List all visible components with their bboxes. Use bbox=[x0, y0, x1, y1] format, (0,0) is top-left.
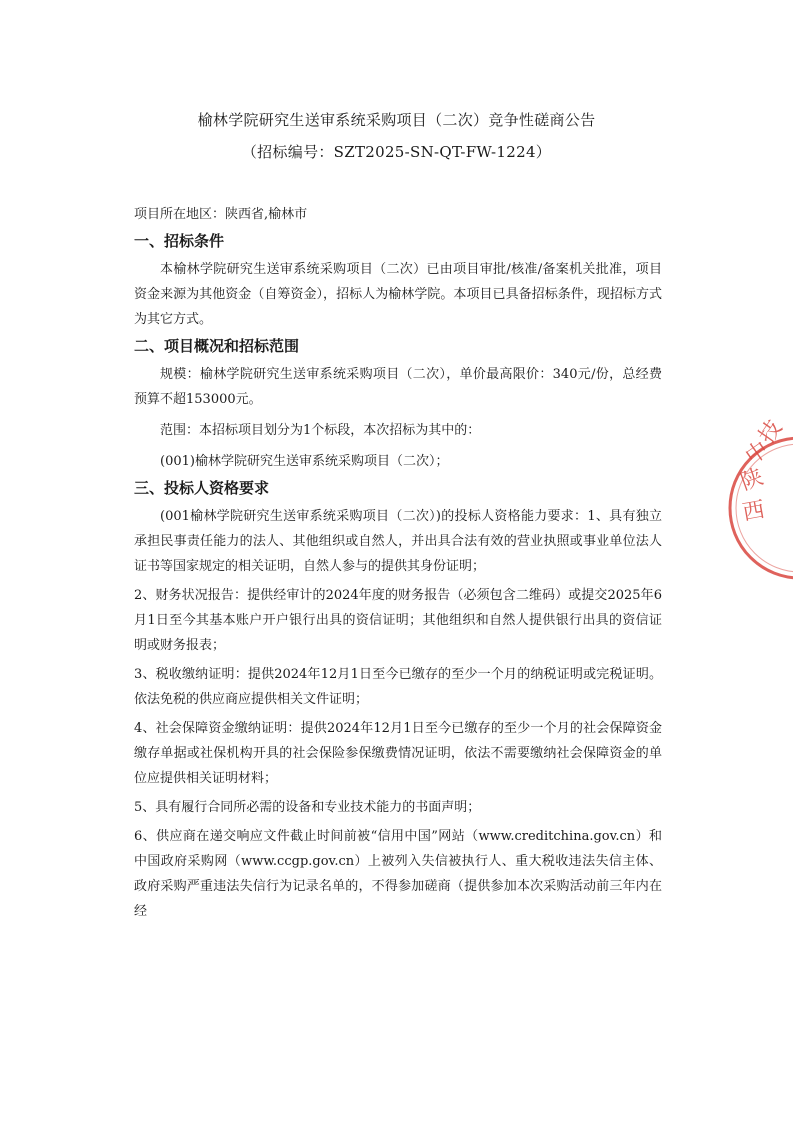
section1-body: 本榆林学院研究生送审系统采购项目（二次）已由项目审批/核准/备案机关批准，项目资金来源为其他资金（自筹资金），招标人为榆林学院。本项目已具备招标条件，现招标方式为其它方式。 bbox=[134, 262, 662, 327]
qualification-2: 2、财务状况报告：提供经审计的2024年度的财务报告（必须包含二维码）或提交2025年6月1日至今其基本账户开户银行出具的资信证明；其他组织和自然人提供银行出具的资信证明或财务报表； bbox=[134, 588, 662, 653]
document-subtitle: （招标编号：SZT2025-SN-QT-FW-1224） bbox=[241, 143, 552, 161]
qualification-5: 5、具有履行合同所必需的设备和专业技术能力的书面声明； bbox=[134, 800, 481, 815]
section-heading-3: 三、投标人资格要求 bbox=[134, 479, 270, 497]
stamp-text-3: 中 bbox=[741, 436, 774, 470]
document-body bbox=[134, 202, 662, 924]
section2-scale: 规模：榆林学院研究生送审系统采购项目（二次），单价最高限价：340元/份，总经费预算不超153000元。 bbox=[134, 367, 662, 407]
section-heading-2: 二、项目概况和招标范围 bbox=[134, 337, 300, 355]
stamp-text-2: 西 bbox=[740, 497, 767, 526]
qualification-3: 3、税收缴纳证明：提供2024年12月1日至今已缴存的至少一个月的纳税证明或完税证明。依法免税的供应商应提供相关文件证明； bbox=[134, 667, 662, 707]
stamp-text-1: 陕 bbox=[737, 464, 767, 496]
section2-lot: (001)榆林学院研究生送审系统采购项目（二次）； bbox=[160, 454, 449, 469]
title-block bbox=[0, 106, 793, 166]
qualification-6: 6、供应商在递交响应文件截止时间前被“信用中国”网站（www.creditchina.gov.cn）和中国政府采购网（www.ccgp.gov.cn）上被列入失信被执行人、重大税收违法失信主体、政府采购严重违法失信行为记录名单的，不得参加磋商（提供参加本次采购活动前三年内在经 bbox=[134, 829, 662, 919]
document-title: 榆林学院研究生送审系统采购项目（二次）竞争性磋商公告 bbox=[197, 111, 596, 129]
section2-scope: 范围：本招标项目划分为1个标段，本次招标为其中的： bbox=[160, 423, 481, 438]
company-seal-stamp bbox=[722, 416, 793, 600]
project-location: 项目所在地区：陕西省,榆林市 bbox=[134, 207, 308, 222]
qualification-4: 4、社会保障资金缴纳证明：提供2024年12月1日至今已缴存的至少一个月的社会保障资金缴存单据或社保机构开具的社会保险参保缴费情况证明，依法不需要缴纳社会保障资金的单位应提供相关证明材料； bbox=[134, 721, 662, 786]
stamp-text-4: 技 bbox=[754, 416, 788, 449]
qualification-1: (001榆林学院研究生送审系统采购项目（二次）)的投标人资格能力要求：1、具有独立承担民事责任能力的法人、其他组织或自然人，并出具合法有效的营业执照或事业单位法人证书等国家规定的相关证明，自然人参与的提供其身份证明； bbox=[134, 509, 662, 574]
section-heading-1: 一、招标条件 bbox=[134, 232, 225, 250]
